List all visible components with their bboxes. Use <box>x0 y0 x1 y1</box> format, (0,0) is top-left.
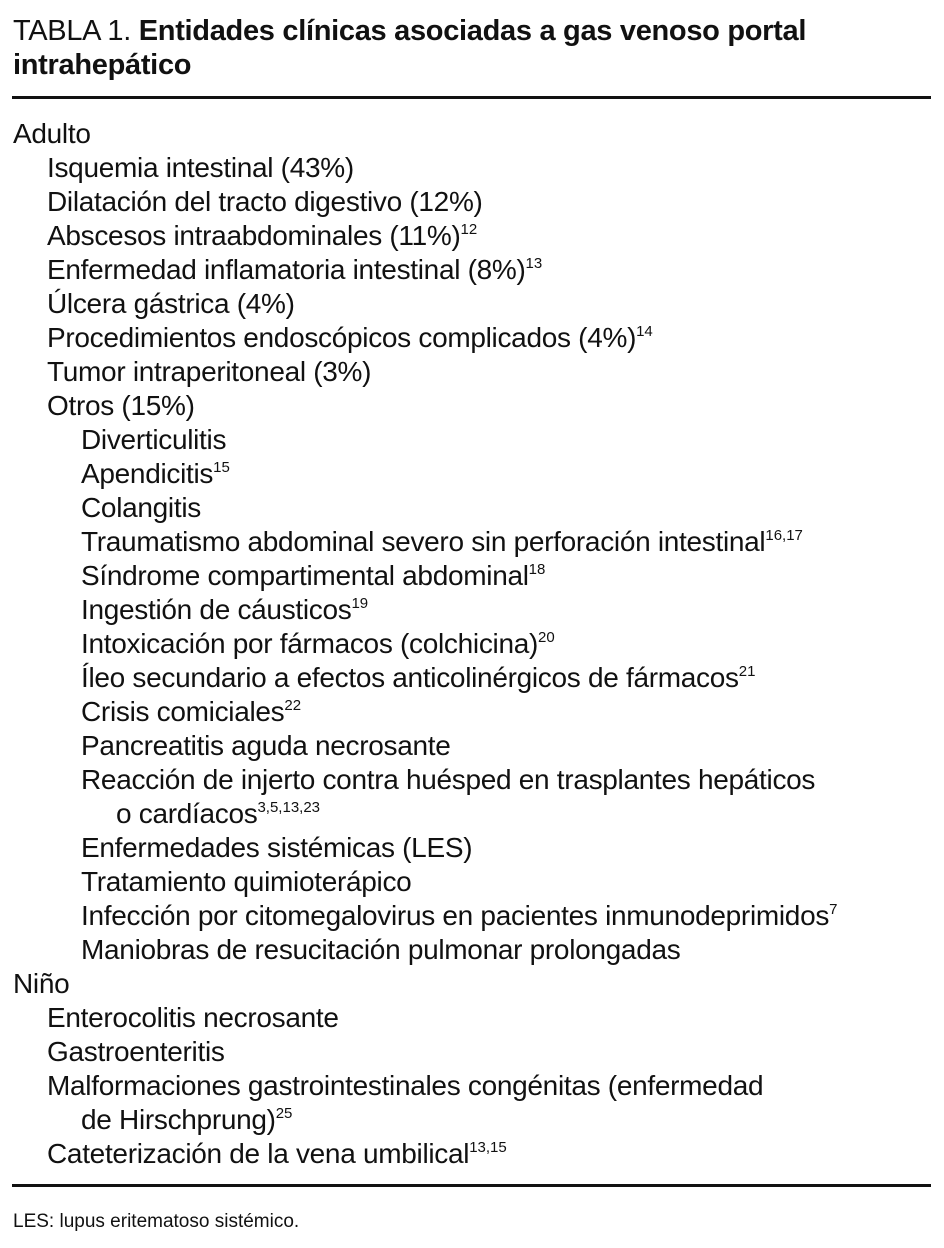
list-item <box>13 321 933 355</box>
item-text: Procedimientos endoscópicos complicados (4%) <box>47 322 637 353</box>
item-text: Infección por citomegalovirus en pacientes inmunodeprimidos <box>81 900 830 931</box>
list-item <box>13 627 933 661</box>
reference-superscript: 3,5,13,23 <box>257 799 321 816</box>
list-item <box>13 831 933 865</box>
item-text: Enfermedad inflamatoria intestinal (8%) <box>47 254 526 285</box>
item-text: Diverticulitis <box>81 424 227 455</box>
list-item <box>13 525 933 559</box>
list-item <box>13 797 933 831</box>
footnote: LES: lupus eritematoso sistémico. <box>13 1211 300 1232</box>
item-text: Niño <box>13 968 70 999</box>
list-item <box>13 355 933 389</box>
item-text: Gastroenteritis <box>47 1036 225 1067</box>
list-item <box>13 185 933 219</box>
list-item <box>13 1001 933 1035</box>
group-heading <box>13 117 933 151</box>
item-text: Abscesos intraabdominales (11%) <box>47 220 461 251</box>
item-text: Tratamiento quimioterápico <box>81 866 412 897</box>
reference-superscript: 16,17 <box>765 527 803 544</box>
item-text: Reacción de injerto contra huésped en trasplantes hepáticos <box>81 764 816 795</box>
list-item <box>13 423 933 457</box>
item-text: Colangitis <box>81 492 201 523</box>
item-text: Otros (15%) <box>47 390 195 421</box>
reference-superscript: 22 <box>284 697 302 714</box>
reference-superscript: 12 <box>460 221 478 238</box>
item-text: Cateterización de la vena umbilical <box>47 1138 470 1169</box>
list-item <box>13 1069 933 1103</box>
item-text: Apendicitis <box>81 458 214 489</box>
list-item <box>13 151 933 185</box>
item-text: Pancreatitis aguda necrosante <box>81 730 451 761</box>
item-text: Síndrome compartimental abdominal <box>81 560 529 591</box>
list-item <box>13 559 933 593</box>
list-item <box>13 661 933 695</box>
reference-superscript: 14 <box>636 323 653 340</box>
reference-superscript: 13,15 <box>469 1139 507 1156</box>
list-item <box>13 899 933 933</box>
item-text: Adulto <box>13 118 91 149</box>
entity-list <box>13 117 933 1171</box>
item-text: de Hirschprung) <box>81 1104 276 1135</box>
item-text: Malformaciones gastrointestinales congénitas (enfermedad <box>47 1070 764 1101</box>
reference-superscript: 18 <box>528 561 546 578</box>
item-text: Traumatismo abdominal severo sin perforación intestinal <box>81 526 766 557</box>
reference-superscript: 15 <box>213 459 230 476</box>
reference-superscript: 7 <box>829 901 838 918</box>
item-text: Ingestión de cáusticos <box>81 594 352 625</box>
list-item <box>13 763 933 797</box>
reference-superscript: 21 <box>738 663 756 680</box>
list-item <box>13 389 933 423</box>
list-item <box>13 695 933 729</box>
list-item <box>13 1137 933 1171</box>
list-item <box>13 1103 933 1137</box>
list-item <box>13 593 933 627</box>
item-text: o cardíacos <box>116 798 258 829</box>
table-title <box>13 14 928 82</box>
item-text: Intoxicación por fármacos (colchicina) <box>81 628 539 659</box>
list-item <box>13 253 933 287</box>
list-item <box>13 219 933 253</box>
item-text: Crisis comiciales <box>81 696 285 727</box>
item-text: Dilatación del tracto digestivo (12%) <box>47 186 483 217</box>
list-item <box>13 729 933 763</box>
item-text: Úlcera gástrica (4%) <box>47 288 295 319</box>
item-text: Tumor intraperitoneal (3%) <box>47 356 372 387</box>
item-text: Isquemia intestinal (43%) <box>47 152 354 183</box>
reference-superscript: 20 <box>538 629 555 646</box>
list-item <box>13 491 933 525</box>
table-heading: Entidades clínicas asociadas a gas venoso portal intrahepático <box>13 15 807 81</box>
reference-superscript: 19 <box>351 595 369 612</box>
item-text: Maniobras de resucitación pulmonar prolongadas <box>81 934 681 965</box>
item-text: Enfermedades sistémicas (LES) <box>81 832 473 863</box>
list-item <box>13 865 933 899</box>
table-label: TABLA 1. <box>13 15 131 47</box>
list-item <box>13 287 933 321</box>
reference-superscript: 13 <box>525 255 543 272</box>
reference-superscript: 25 <box>275 1105 293 1122</box>
list-item <box>13 933 933 967</box>
bottom-rule <box>12 1184 931 1187</box>
group-heading <box>13 967 933 1001</box>
list-item <box>13 1035 933 1069</box>
item-text: Íleo secundario a efectos anticolinérgicos de fármacos <box>81 662 739 693</box>
list-item <box>13 457 933 491</box>
top-rule <box>12 96 931 99</box>
item-text: Enterocolitis necrosante <box>47 1002 339 1033</box>
